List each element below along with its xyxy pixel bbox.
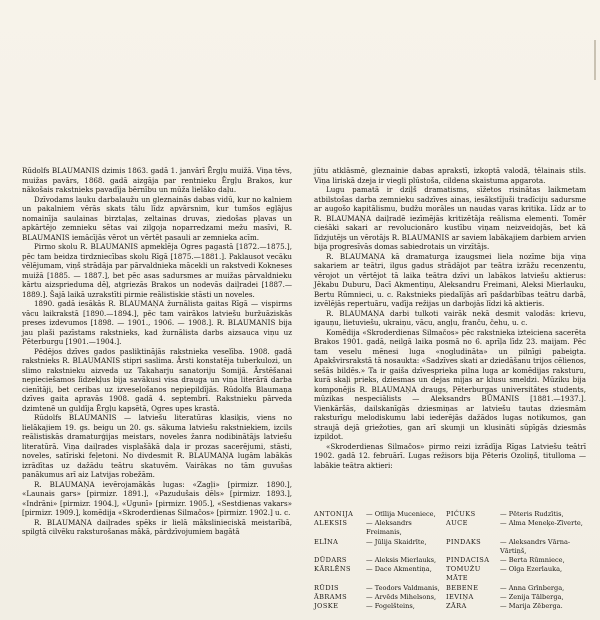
- cast-role: KĀRLĒNS: [314, 565, 351, 574]
- cast-list: [314, 510, 586, 611]
- cast-role: ALEKSIS: [314, 519, 348, 528]
- cast-actor: — Otīlija Muceniece,: [366, 510, 436, 518]
- paragraph: Rūdolfs BLAUMANIS dzimis 1863. gadā 1. janvārī Ērgļu muižā. Viņa tēvs, muižas pavārs, 1868. gadā aizgāja par rentnieku Ērgļu Brakos, kur nākošais rakstnieks pavadīja bērnību un mūža lielāko daļu.: [22, 166, 292, 194]
- cast-actor: — Berta Rūmniece,: [500, 556, 565, 565]
- page-edge-mark: [594, 40, 596, 80]
- cast-actor: — Teodors Valdmanis,: [366, 583, 440, 592]
- cast-role: ĀBRAMS: [314, 592, 348, 601]
- cast-actor: — Pēteris Rudzītis,: [500, 510, 564, 518]
- paragraph: Komēdija «Skroderdienas Silmačos» pēc rakstnieka izteiciena sacerēta Brakos 1901. gadā, neilgā laika posmā no 6. aprīļa līdz 23. maijam. Pēc tam veselu mēnesi luga «nogludināta» un pilnīgi pabeigta. Apakšvirsrakstā tā nosaukta: «Sadzīves skati ar dziedāšanu trijos cēlienos, sešās bildēs.» Ta ir gaiša dzīvesprieka pilna luga ar komēdijas raksturu, kurā skaļi prieks, dziesmas un dejas mijas ar klusu smeldzi. Mūziku bija komponējis R. BLAUMAŅA draugs, Pēterburgas universitātes students, mūzikas nespeciālists — Aleksandrs BŪMANIS [1881.—1937.]. Vienkāršās, dailskanīgās dziesmiņas ar latviešu tautas dziesmām raksturīgu melodiskumu labi iederējās dažādos lugas notikumos, gan straujā dejā griežoties, gan arī skumji un klusināti sūpīgās dziesmās izpildot.: [314, 327, 586, 441]
- cast-role: PINDAKS: [446, 537, 482, 546]
- cast-role: TOMUŽU MĀTE: [446, 565, 481, 583]
- cast-actor: — Aleksandrs Freimanis,: [366, 519, 412, 537]
- cast-role: ZĀRA: [446, 602, 467, 611]
- cast-role: AUCE: [446, 519, 468, 528]
- cast-actor: — Dace Akmentiņa,: [366, 565, 432, 574]
- cast-role: ANTONIJA: [314, 510, 354, 518]
- cast-role: IEVIŅA: [446, 592, 474, 601]
- cast-actor: — Olga Ezerlauka,: [500, 565, 563, 574]
- paragraph: R. BLAUMAŅA daiļrades spēks ir lielā mākslinieciskā meistarībā, spilgtā cilvēku raksturošanas mākā, pārdzīvojumiem bagātā: [22, 517, 292, 536]
- paragraph: R. BLAUMAŅA darbi tulkoti vairāk nekā desmit valodās: krievu, igauņu, lietuviešu, ukraiņu, vācu, angļu, franču, čehu, u. c.: [314, 308, 586, 327]
- paragraph: R. BLAUMAŅA ievērojamākās lugas: «Zagļi» [pirmizr. 1890.], «Launais gars» [pirmizr. 1891.], «Pazudušais dēls» [pirmizr. 1893.], «Indrāni» [pirmizr. 1904.], «Ugunī» [pirmizr. 1905.], «Sestdienas vakars» [pirmizr. 1909.], komēdija «Skroderdienas Silmačos» [pirmizr. 1902.] u. c.: [22, 479, 292, 517]
- paragraph: R. BLAUMAŅA kā dramaturga izaugsmei liela nozīme bija viņa sakariem ar teātri, ilgus gadus strādājot par teātra izrāžu recenzentu, vērojot un vērtējot tā laika teātra dzīvi un labākos latviešu aktierus: Jēkabu Duburu, Dacī Akmentiņu, Aleksandru Freimani, Aleksi Mierlauku, Bertu Rūmnieci, u. c. Rakstnieks piedalījās arī pašdarbības teātru darbā, izvēlējās repertuāru, vadīja režijas un darbojās līdzi kā aktieris.: [314, 251, 586, 308]
- paragraph: Rūdolfs BLAUMANIS — latviešu literatūras klasiķis, viens no lielākajiem 19. gs. beigu un 20. gs. sākuma latviešu rakstniekiem, izcils reālistiskās dramaturģijas meistars, noveles žanra nodibinātājs latviešu literatūrā. Viņa daiļrades visplašākā daļa ir prozas sacerējumi, stāsti, noveles, satīriski feļetoni. No divdesmit R. BLAUMAŅA lugām labākās izrādītas uz dažādu teātru skatuvēm. Vairākas no tām guvušas panākumus arī aiz Latvijas robežām.: [22, 413, 292, 479]
- paragraph: Lugu pamatā ir dziļš dramatisms, sīžetos risinātas laikmetam atbilstošas darba zemnieku sadzīves ainas, iesākstījuši tradīciju sadursme ar augošo kapitālismu, budžu morāles un naudas varas kritika. Līdz ar to R. BLAUMAŅA daiļradē iezīmējās kritizētāja reālisma elementi. Tomēr cieṡāki sakari ar revolucionāro kustību viņam neizveidojās, bet kā līdzjutējs un vērotājs R. BLAUMANIS ar saviem labākajiem darbiem arvien bija progresīvās domas sabiedrotais un virzītājs.: [314, 185, 586, 251]
- paragraph: jūtu atklāsmē, gleznainie dabas aprakstī, izkoptā valodā, tēlainais stils. Viņa liriskā dzeja ir viegli plūstoša, cildena skaistuma apgarota.: [314, 166, 586, 185]
- cast-actor: — Alma Meneķe-Zīverte,: [500, 519, 583, 528]
- paragraph: 1890. gadā iesākās R. BLAUMAŅA žurnālista gaitas Rīgā — vispirms vācu laikrakstā [1890.—1894.], pēc tam vairākos latviešu buržuāziskās preses izdevumos [1898. — 1901., 1906. — 1908.]. R. BLAUMANIS bija jau plaši pazīstams rakstnieks, kad žurnālista darbs aizsauca viņu uz Pēterburgu [1901.—1904.].: [22, 299, 292, 346]
- left-text-column: [22, 166, 292, 537]
- cast-actor: — Jūlija Skaidrīte,: [366, 537, 427, 546]
- cast-actor: — Arvēds Mihelsons,: [366, 592, 437, 601]
- paragraph: Pirmo skolu R. BLAUMANIS apmeklēja Ogres pagastā [1872.—1875.], pēc tam beidza tirdzniecības skolu Rīgā [1875.—1881.]. Paklausot vecāku vēlējumam, viņš strādāja par pārvaldnieka mācekli un rakstvedi Kokneses muižā [1885. — 1887.], bet pēc asas sadursmes ar muižas pārvaldnieku kārtu aizsprieduma dēļ, atgriezās Brakos un nodevās daiļradei [1887.—1889.]. Šajā laikā uzrakstīti pirmie reālistiskie stāsti un noveles.: [22, 242, 292, 299]
- cast-role: JOSKE: [314, 602, 339, 611]
- paragraph: «Skroderdienas Silmačos» pirmo reizi izrādīja Rīgas Latviešu teātrī 1902. gadā 12. februārī. Lugas režisors bija Pēteris Ozoliņš, titulloma — labākie teātra aktieri:: [314, 441, 586, 470]
- cast-actor: — Aleksis Mierlauks,: [366, 556, 437, 565]
- paragraph: Pēdējos dzīves gados pasliktinājās rakstnieka veselība. 1908. gadā rakstnieks R. BLAUMANIS stipri saslima. Ārsti konstatēja tuberkulozi, un slimo rakstnieku aizveda uz Takaharju sanatoriju Somijā. Ārstēšanai nepieciešamos līdzekļus bija savākusi visa drauga un viņa literārā darba cienītāji, bet ceribas uz izveseļošanos nepiepildījās. Rūdolfa Blaumaņa dzīves gaita apravās 1908. gadā 4. septembrī. Rakstnieku pārveda dzimtenē un guldīja Ērgļu kapsētā, Ogres upes krastā.: [22, 346, 292, 413]
- cast-role: DŪDARS: [314, 556, 347, 565]
- cast-actor: — Fogelšteins,: [366, 602, 415, 611]
- cast-actor: — Aleksandrs Vārna-Vārtiņš,: [500, 537, 571, 555]
- cast-actor: — Marija Zēberga.: [500, 602, 563, 611]
- cast-role: PIĆUKS: [446, 510, 476, 518]
- cast-role: ELĪNA: [314, 537, 339, 546]
- cast-role: BEBENE: [446, 583, 479, 592]
- cast-role: PINDACISA: [446, 556, 490, 565]
- paragraph: Dzīvodams lauku darbalaužu un gleznainās dabas vidū, kur no kalniem un pakalniem vērās skats tālu līdz apvārsnim, kur tumšos egļājus nomainīja saulainas birztaļas, zeltainas druvas, ziedošas pļavas un apkārtējo zemnieku sētas vai zilgoja noparredzami mežu masīvi, R. BLAUMANIS iemācījās vērot un vērtēt pasauli ar zemnieka acīm.: [22, 194, 292, 242]
- cast-role: RŪDIS: [314, 583, 339, 592]
- cast-actor: — Anna Grīnberga,: [500, 583, 565, 592]
- cast-actor: — Zenija Tālberga,: [500, 592, 564, 601]
- right-text-column: [314, 166, 586, 470]
